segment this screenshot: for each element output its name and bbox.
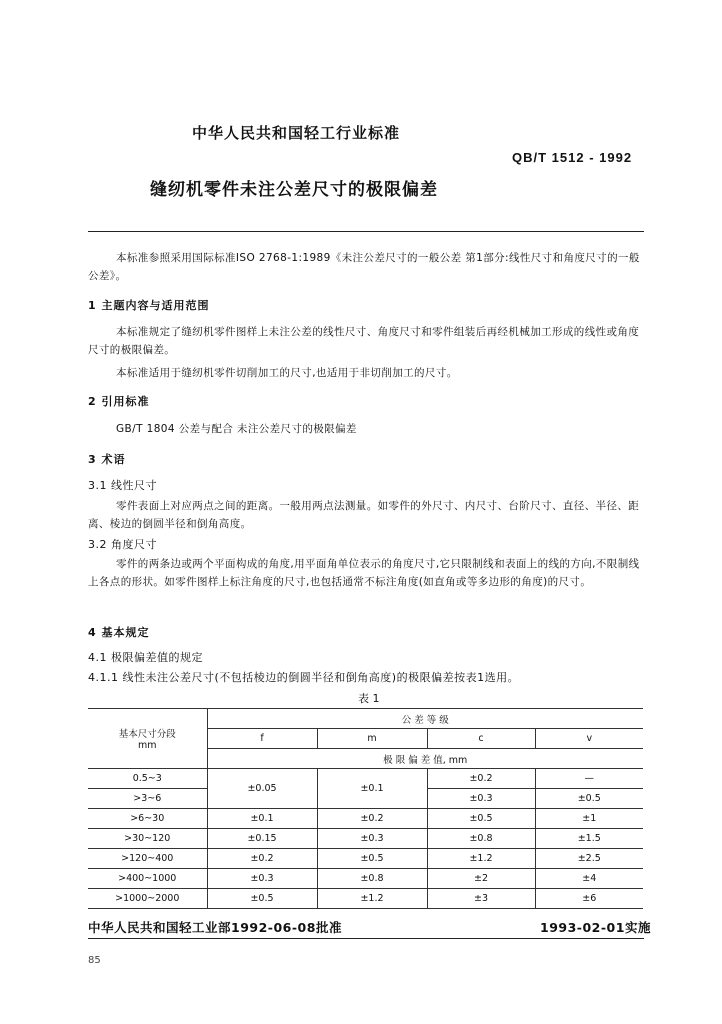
section-4-title: 4 基本规定 (88, 626, 150, 639)
table-row (88, 829, 643, 849)
header-rule (88, 231, 644, 232)
section-2-paragraph: GB/T 1804 公差与配合 未注公差尺寸的极限偏差 (116, 423, 357, 435)
issuing-body: 中华人民共和国轻工行业标准 (192, 124, 401, 142)
section-4-1-title: 4.1 极限偏差值的规定 (88, 651, 203, 664)
section-4-1-1-paragraph: 4.1.1 线性未注公差尺寸(不包括棱边的倒圆半径和倒角高度)的极限偏差按表1选用。 (88, 671, 520, 684)
header-basic-size (88, 709, 207, 769)
grade-m: m (317, 729, 427, 749)
v-cell: ±6 (535, 889, 643, 909)
approval-line: 中华人民共和国轻工业部1992-06-08批准 (88, 920, 342, 935)
c-cell: ±0.8 (427, 829, 535, 849)
range-cell: 0.5~3 (88, 769, 207, 789)
c-cell: ±0.3 (427, 789, 535, 809)
v-cell: ±1 (535, 809, 643, 829)
range-cell: >30~120 (88, 829, 207, 849)
m-cell: ±0.8 (317, 869, 427, 889)
f-cell: ±0.15 (207, 829, 317, 849)
f-cell: ±0.5 (207, 889, 317, 909)
section-3-2-paragraph: 零件的两条边或两个平面构成的角度,用平面角单位表示的角度尺寸,它只限制线和表面上的线的方向,不限制线上各点的形状。如零件图样上标注角度的尺寸,也包括通常不标注角度(如直角或等多边形的角度)的尺寸。 (88, 558, 640, 588)
section-1-title: 1 主题内容与适用范围 (88, 299, 210, 312)
m-cell: ±0.5 (317, 849, 427, 869)
range-cell: >3~6 (88, 789, 207, 809)
range-cell: >1000~2000 (88, 889, 207, 909)
grade-v: v (535, 729, 643, 749)
c-cell: ±0.5 (427, 809, 535, 829)
v-cell: ±4 (535, 869, 643, 889)
m-cell: ±0.3 (317, 829, 427, 849)
intro-paragraph: 本标准参照采用国际标准ISO 2768-1:1989《未注公差尺寸的一般公差 第1部分:线性尺寸和角度尺寸的一般公差》。 (88, 252, 640, 282)
c-cell: ±3 (427, 889, 535, 909)
header-basic-size-unit: mm (137, 740, 157, 751)
c-cell: ±1.2 (427, 849, 535, 869)
section-2-title: 2 引用标准 (88, 395, 150, 408)
document-title: 缝纫机零件未注公差尺寸的极限偏差 (150, 180, 438, 200)
grade-c: c (427, 729, 535, 749)
range-cell: >120~400 (88, 849, 207, 869)
c-cell: ±0.2 (427, 769, 535, 789)
f-cell: ±0.2 (207, 849, 317, 869)
section-1-paragraph-1: 本标准规定了缝纫机零件图样上未注公差的线性尺寸、角度尺寸和零件组装后再经机械加工形成的线性或角度尺寸的极限偏差。 (88, 326, 640, 356)
c-cell: ±2 (427, 869, 535, 889)
f-cell: ±0.05 (207, 769, 317, 809)
range-cell: >400~1000 (88, 869, 207, 889)
table-row (88, 869, 643, 889)
header-deviation: 极 限 偏 差 值, mm (207, 749, 643, 769)
page-number: 85 (88, 955, 101, 966)
section-3-title: 3 术语 (88, 453, 126, 466)
table-row (88, 769, 643, 789)
section-3-1-paragraph: 零件表面上对应两点之间的距离。一般用两点法测量。如零件的外尺寸、内尺寸、台阶尺寸、直径、半径、距离、棱边的倒圆半径和倒角高度。 (88, 500, 640, 530)
v-cell: — (535, 769, 643, 789)
section-3-2-title: 3.2 角度尺寸 (88, 538, 157, 551)
v-cell: ±2.5 (535, 849, 643, 869)
effective-date: 1993-02-01实施 (540, 920, 651, 935)
m-cell: ±0.2 (317, 809, 427, 829)
footer-rule (88, 938, 644, 939)
section-3-1-title: 3.1 线性尺寸 (88, 479, 157, 492)
table-row (88, 889, 643, 909)
f-cell: ±0.3 (207, 869, 317, 889)
f-cell: ±0.1 (207, 809, 317, 829)
v-cell: ±0.5 (535, 789, 643, 809)
table-row (88, 809, 643, 829)
table-caption: 表 1 (358, 692, 380, 705)
table-row (88, 849, 643, 869)
range-cell: >6~30 (88, 809, 207, 829)
v-cell: ±1.5 (535, 829, 643, 849)
header-basic-size-label: 基本尺寸分段 (118, 729, 176, 740)
grade-f: f (207, 729, 317, 749)
section-1-paragraph-2: 本标准适用于缝纫机零件切削加工的尺寸,也适用于非切削加工的尺寸。 (116, 367, 458, 379)
standard-number: QB/T 1512 - 1992 (512, 150, 633, 165)
m-cell: ±1.2 (317, 889, 427, 909)
header-tolerance-grade: 公 差 等 级 (207, 709, 643, 729)
tolerance-table (88, 708, 643, 909)
m-cell: ±0.1 (317, 769, 427, 809)
